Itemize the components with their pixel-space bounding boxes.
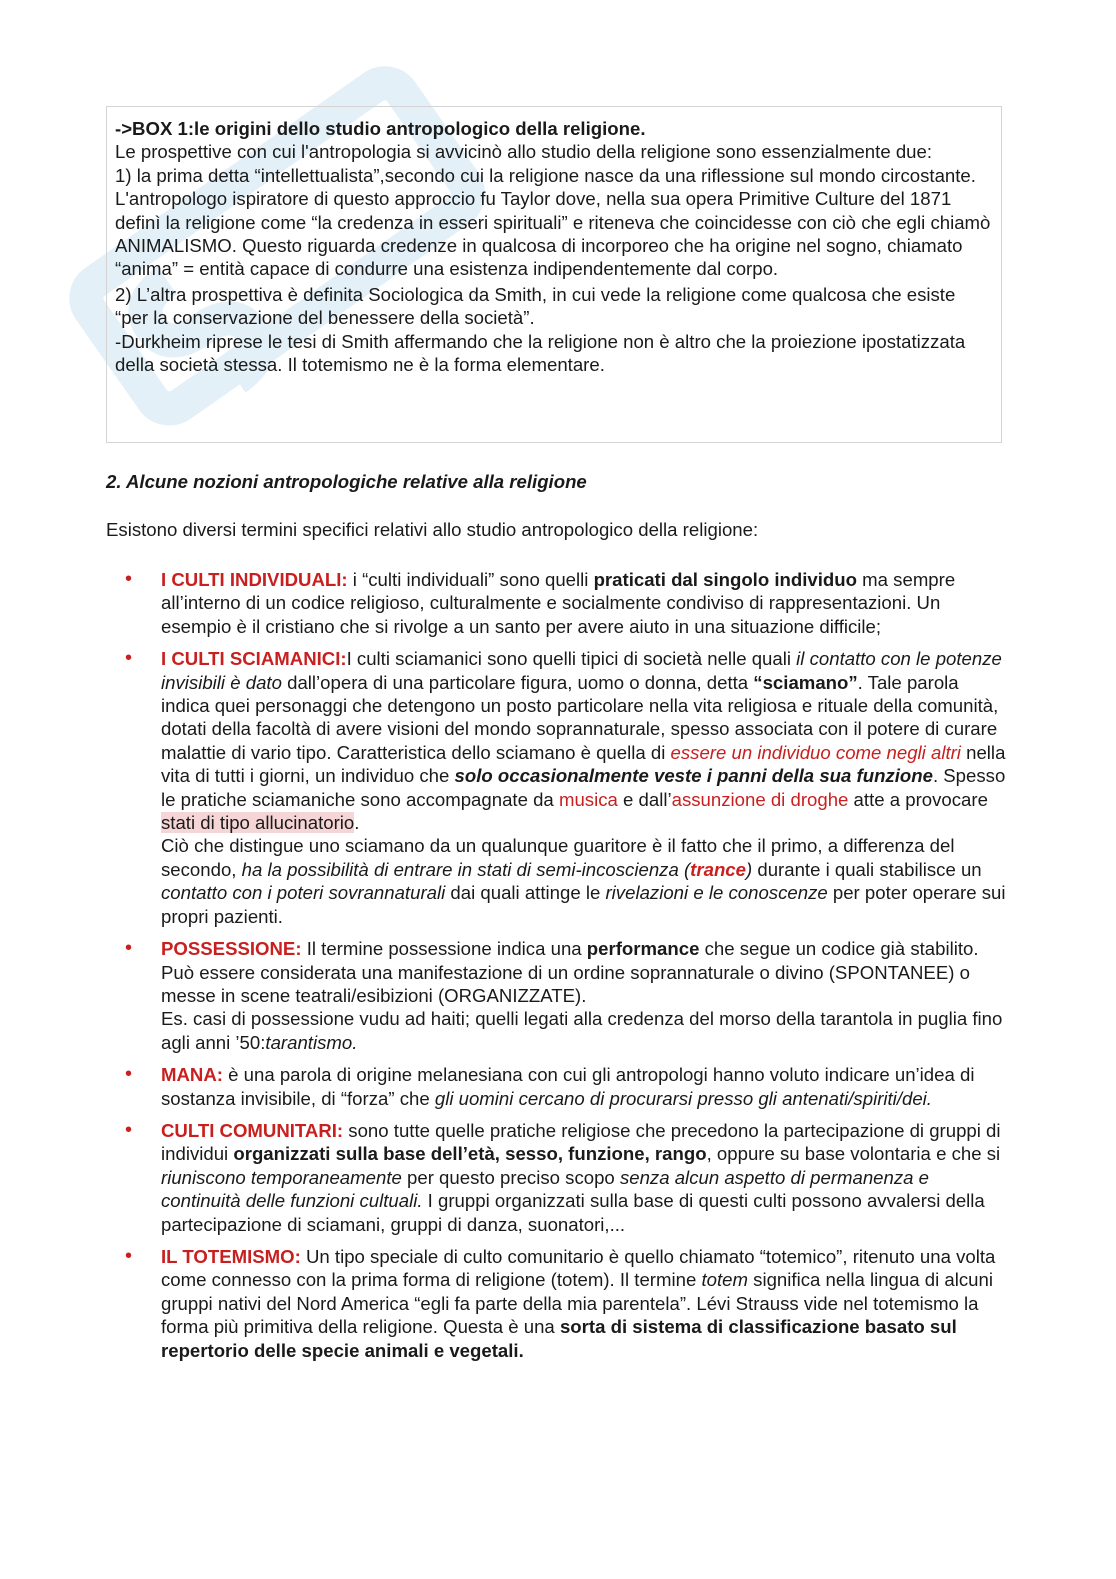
text: nella vita di tutti i giorni, un individuo che [161, 741, 1006, 787]
list-item [106, 1119, 1006, 1236]
term-label: CULTI COMUNITARI: [161, 1119, 344, 1141]
bold-italic-text: solo occasionalmente veste i panni della sua funzione [454, 765, 933, 787]
section-title: 2. Alcune nozioni antropologiche relative alla religione [106, 471, 587, 492]
box-paragraph: -Durkheim riprese le tesi di Smith affermando che la religione non è altro che la proiezione ipostatizzata della società stessa. Il totemismo ne è la forma elementare. [115, 330, 966, 376]
italic-text: il contatto con le potenze invisibili è dato [161, 648, 1002, 693]
red-text: musica [558, 788, 618, 810]
box-paragraph: 1) la prima detta “intellettualista”,secondo cui la religione nasce da una riflessione sul mondo circostante. L'antropologo ispiratore di questo approccio fu Taylor dove, nella sua opera Primitive Culture del 1871 definì la religione come “la credenza in esseri spirituali” e riteneva che coincidesse con ciò che egli chiamò ANIMALISMO. Questo riguarda credenze in qualcosa di incorporeo che ha origine nel sogno, chiamato “anima” = entità capace di condurre una esistenza indipendentemente dal corpo. [115, 164, 991, 280]
text: . Spesso le pratiche sciamaniche sono accompagnate da [161, 765, 1006, 810]
text: Un tipo speciale di culto comunitario è quello chiamato “totemico”, ritenuto una volta come connesso con la prima forma di religione (totem). Il termine [161, 1245, 996, 1291]
list-item [106, 647, 1006, 928]
bold-text: organizzati sulla base dell’età, sesso, funzione, rango [233, 1143, 707, 1165]
italic-text: contatto con i poteri sovrannaturali [161, 882, 446, 904]
text: dai quali attinge le [445, 882, 606, 904]
italic-text: rivelazioni e le conoscenze [605, 882, 828, 904]
italic-text: ha la possibilità di entrare in stati di semi-incoscienza ( [241, 858, 691, 880]
text: Es. casi di possessione vudu ad haiti; quelli legati alla credenza del morso della tarantola in puglia fino agli anni ’50: [161, 1008, 1003, 1053]
bold-text: performance [586, 938, 700, 960]
text: per poter operare sui propri pazienti. [161, 882, 1006, 927]
text: è una parola di origine melanesiana con cui gli antropologi hanno voluto indicare un’idea di sostanza invisibile, di “forza” che [161, 1064, 975, 1109]
list-item [106, 568, 1006, 638]
list-item [106, 1063, 1006, 1110]
list-item [106, 1245, 1006, 1362]
text: atte a provocare [848, 788, 988, 810]
text: I culti sciamanici sono quelli tipici di società nelle quali [346, 648, 797, 670]
text: significa nella lingua di alcuni gruppi nativi del Nord America “egli fa parte della mia parentela”. Lévi Strauss vide nel totemismo la forma più primitiva della religione. Questa è una [161, 1269, 993, 1338]
text: Ciò che distingue uno sciamano da un qualunque guaritore è il fatto che il primo, a differenza del secondo, [161, 835, 955, 880]
text: che segue un codice già stabilito. Può essere considerata una manifestazione di un ordine soprannaturale o divino (SPONTANEE) o messe in scene teatrali/esibizioni (ORGANIZZATE). [161, 938, 979, 1006]
bullet-icon: • [125, 1244, 133, 1267]
box-paragraph: Le prospettive con cui l'antropologia si avvicinò allo studio della religione sono essenzialmente due: [115, 141, 933, 163]
red-text: assunzione di droghe [671, 788, 849, 810]
italic-text: totem [701, 1269, 748, 1291]
term-label: I CULTI SCIAMANICI: [161, 648, 347, 670]
text: i “culti individuali” sono quelli [347, 569, 594, 590]
bullet-icon: • [125, 568, 133, 590]
italic-text: ) [745, 858, 753, 880]
text: per questo preciso scopo [401, 1166, 620, 1188]
italic-text: tarantismo. [265, 1031, 358, 1053]
text: . Tale parola indica quei personaggi che detengono un posto particolare nella vita religiosa e rituale della comunità, dotati della facoltà di avere visioni del mondo soprannaturale, spesso associata con il potere di curare malattie di vario tipo. Caratteristica dello sciamano è quella di [161, 671, 999, 763]
term-label: MANA: [161, 1064, 223, 1086]
bold-text: sorta di sistema di classificazione basato sul repertorio delle specie animali e vegetali. [161, 1316, 957, 1361]
italic-text: gli uomini cercano di procurarsi presso gli antenati/spiriti/dei. [434, 1087, 932, 1109]
italic-text: senza alcun aspetto di permanenza e continuità delle funzioni cultuali. [161, 1166, 930, 1212]
term-label: I CULTI INDIVIDUALI: [161, 569, 348, 590]
red-italic-text: essere un individuo come negli altri [670, 741, 961, 763]
box-paragraph: 2) L’altra prospettiva è definita Sociologica da Smith, in cui vede la religione come qualcosa che esiste “per la conservazione del benessere della società”. [115, 283, 956, 329]
text: e dall’ [617, 788, 672, 810]
box-title: ->BOX 1:le origini dello studio antropologico della religione. [115, 118, 646, 139]
text: Il termine possessione indica una [301, 938, 587, 960]
section-intro: Esistono diversi termini specifici relativi allo studio antropologico della religione: [106, 519, 759, 540]
list-item [106, 937, 1006, 1054]
text: , oppure su base volontaria e che si [706, 1143, 1001, 1165]
bold-text: praticati dal singolo individuo [593, 569, 858, 590]
term-label: POSSESSIONE: [161, 938, 302, 960]
highlighted-text: stati di tipo allucinatorio [161, 812, 355, 834]
bullet-icon: • [125, 1118, 133, 1141]
bullet-icon: • [125, 647, 133, 670]
info-box [106, 106, 1002, 443]
text: sono tutte quelle pratiche religiose che precedono la partecipazione di gruppi di individui [161, 1119, 1001, 1165]
text: . [354, 812, 360, 834]
bullet-icon: • [125, 937, 133, 960]
terms-list [106, 568, 1006, 1371]
text: dall’opera di una particolare figura, uomo o donna, detta [281, 671, 754, 693]
italic-text: riuniscono temporaneamente [161, 1166, 402, 1188]
bullet-icon: • [125, 1063, 133, 1086]
text: durante i quali stabilisce un [752, 858, 982, 880]
red-bold-italic-text: trance [690, 858, 746, 880]
text: I gruppi organizzati sulla base di questi culti possono avvalersi della partecipazione di sciamani, gruppi di danza, suonatori,... [161, 1190, 985, 1235]
term-label: IL TOTEMISMO: [161, 1245, 301, 1267]
bold-text: “sciamano” [753, 671, 858, 693]
text: ma sempre all’interno di un codice religioso, culturalmente e socialmente condiviso di rappresentazioni. Un esempio è il cristiano che si rivolge a un santo per avere aiuto in una situazione difficile; [161, 569, 956, 637]
